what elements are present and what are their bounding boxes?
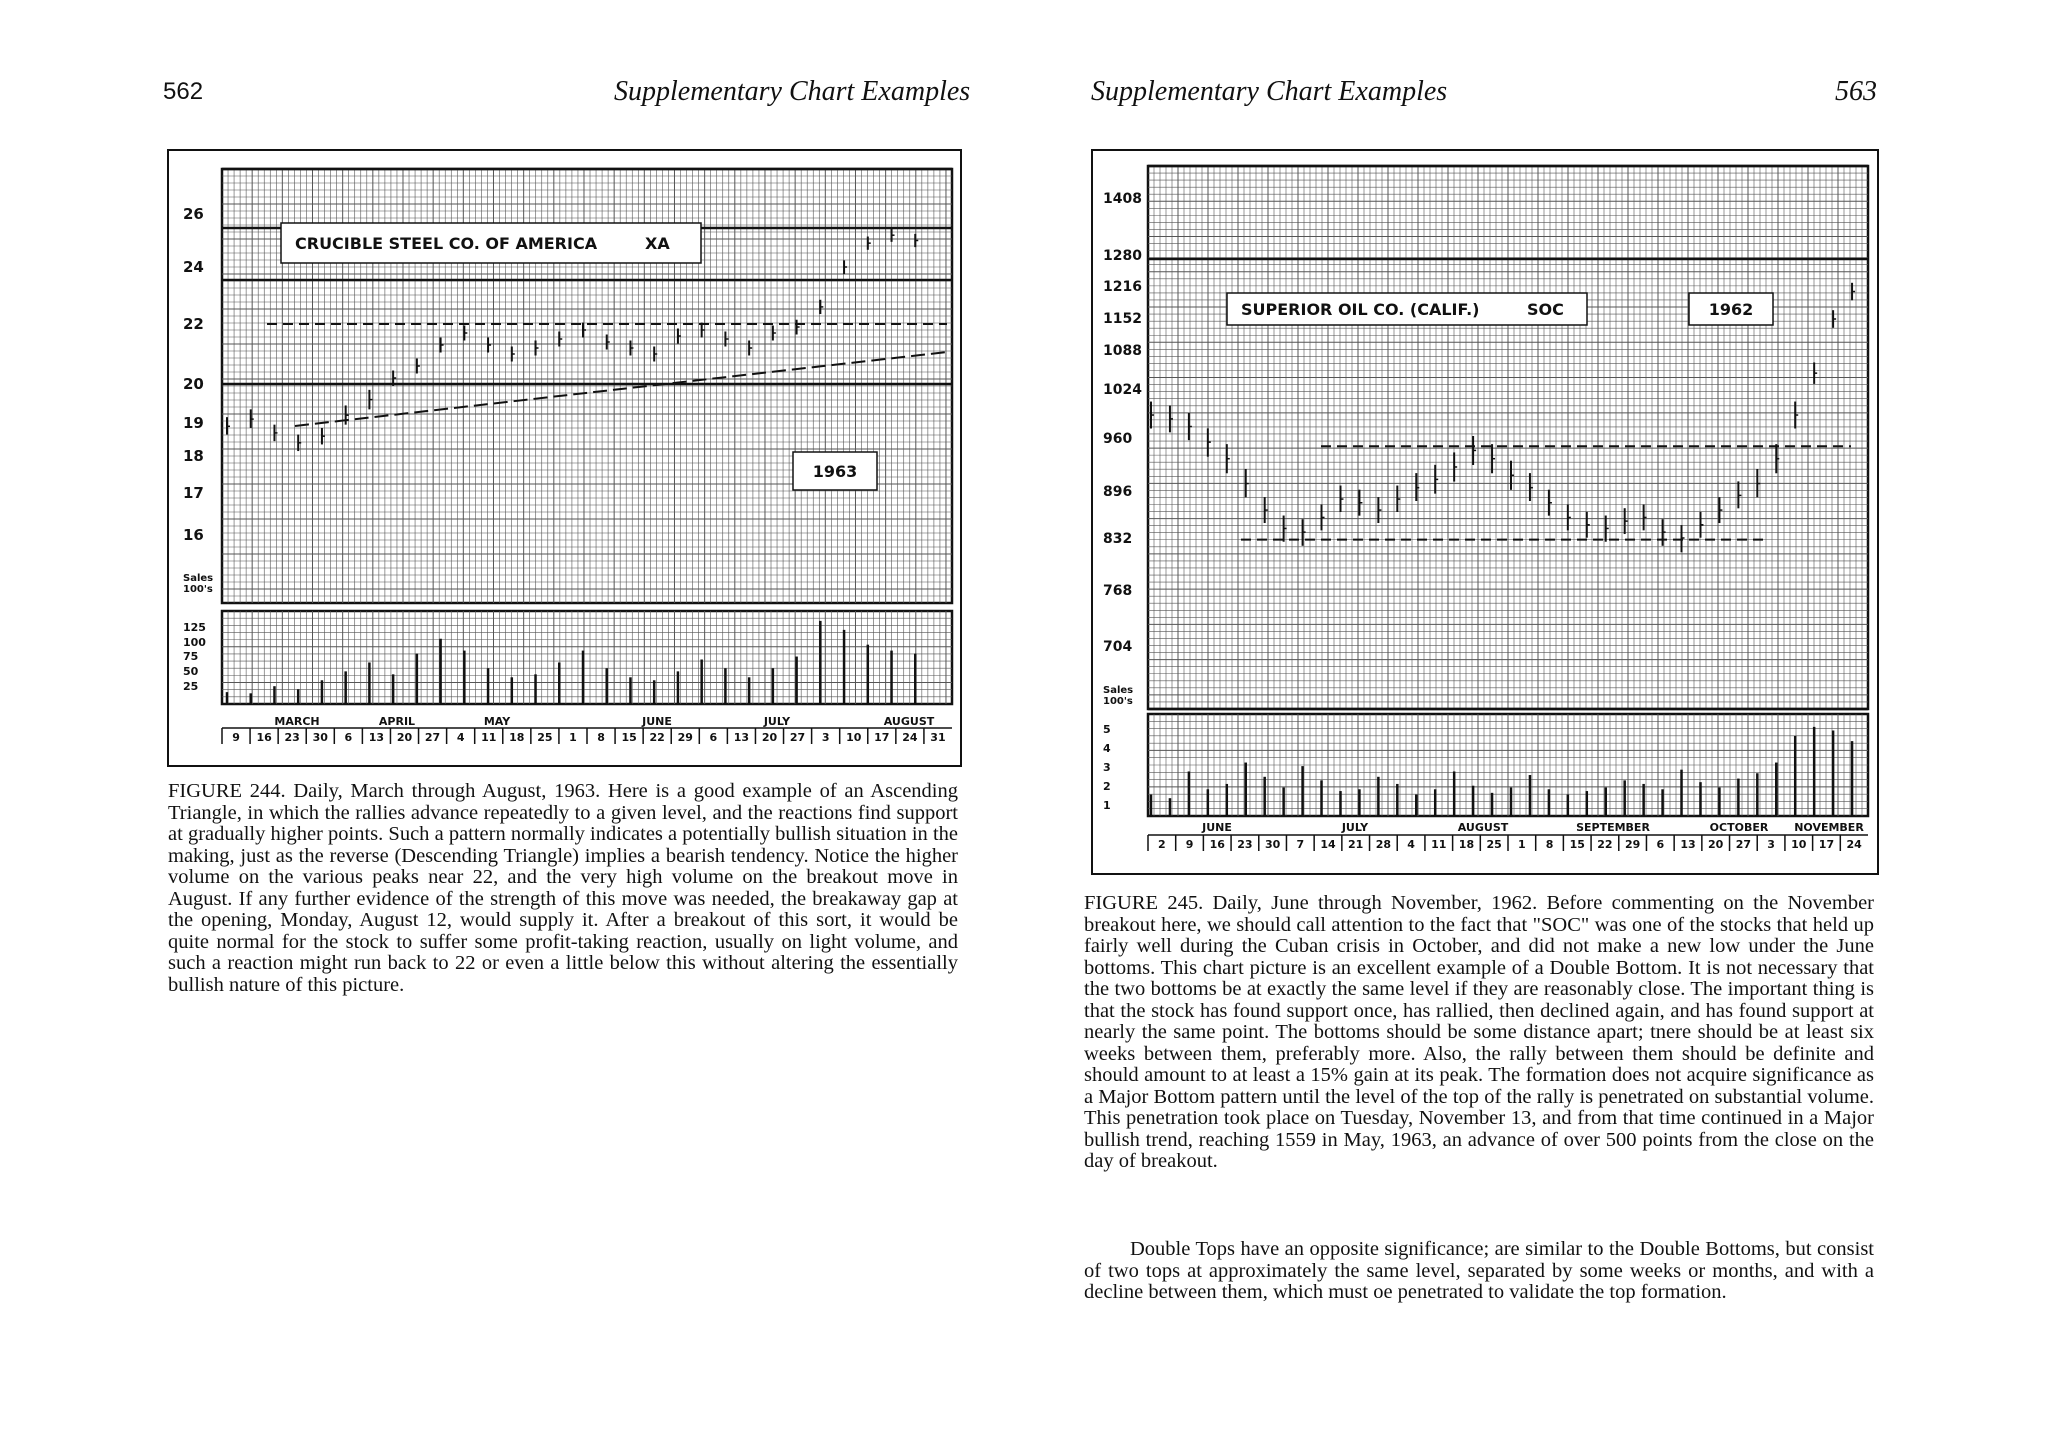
- date-label: 8: [1545, 838, 1554, 851]
- price-tick-label: 26: [183, 205, 204, 223]
- volume-tick-label: 5: [1103, 723, 1111, 736]
- date-label: 10: [1791, 838, 1807, 851]
- month-label: JUNE: [1202, 821, 1232, 834]
- price-tick-label: 17: [183, 484, 204, 502]
- month-label: MAY: [483, 715, 511, 728]
- month-label: AUGUST: [883, 715, 935, 728]
- price-tick-label: 16: [183, 526, 204, 544]
- date-label: 6: [344, 731, 353, 744]
- date-label: 24: [902, 731, 918, 744]
- price-tick-label: 22: [183, 315, 204, 333]
- volume-tick-label: 75: [183, 650, 199, 663]
- date-label: 13: [733, 731, 750, 744]
- date-label: 20: [396, 731, 413, 744]
- date-label: 31: [930, 731, 946, 744]
- month-label: JULY: [1341, 821, 1369, 834]
- date-label: 29: [1624, 838, 1641, 851]
- date-label: 9: [1185, 838, 1194, 851]
- price-tick-label: 20: [183, 375, 204, 393]
- volume-grid: [222, 611, 952, 704]
- date-label: 30: [1264, 838, 1281, 851]
- page-number-right: 563: [1835, 76, 1877, 107]
- price-tick-label: 1024: [1103, 382, 1142, 398]
- price-tick-label: 768: [1103, 583, 1133, 599]
- company-name: SUPERIOR OIL CO. (CALIF.): [1241, 300, 1480, 319]
- date-label: 17: [874, 731, 890, 744]
- date-label: 11: [1431, 838, 1447, 851]
- price-tick-label: 1408: [1103, 191, 1142, 207]
- date-label: 25: [1486, 838, 1502, 851]
- volume-tick-label: 25: [183, 680, 199, 693]
- date-label: 17: [1818, 838, 1835, 851]
- price-tick-label: 1216: [1103, 279, 1142, 295]
- date-label: 16: [1209, 838, 1225, 851]
- volume-tick-label: 125: [183, 621, 206, 634]
- volume-axis-label: 100's: [1103, 696, 1133, 707]
- date-label: 13: [368, 731, 385, 744]
- date-label: 2: [1158, 838, 1166, 851]
- month-label: JUNE: [642, 715, 672, 728]
- volume-axis-label: Sales: [1103, 685, 1134, 696]
- volume-tick-label: 3: [1103, 761, 1111, 774]
- date-label: 7: [1296, 838, 1305, 851]
- ticker-symbol: SOC: [1527, 300, 1564, 319]
- ticker-symbol: XA: [645, 234, 670, 253]
- price-tick-label: 1280: [1103, 248, 1142, 264]
- month-label: JULY: [763, 715, 791, 728]
- date-label: 15: [1569, 838, 1585, 851]
- date-label: 10: [846, 731, 862, 744]
- page-number-left: 562: [163, 78, 204, 105]
- date-label: 14: [1320, 838, 1336, 851]
- date-label: 27: [424, 731, 441, 744]
- figure-245-caption: FIGURE 245. Daily, June through November, 1962. Before commenting on the November breakout here, we should call attention to the fact that "SOC" was one of the stocks that held up fairly well during the Cuban crisis in October, and did not make a new low under the June bottoms. This chart picture is an excellent example of a Double Bottom. It is not necessary that the two bottoms be at exactly the same level if they are reasonably close. The important thing is that the stock has found support once, has rallied, then declined again, and has found support at nearly the same point. The bottoms should be some distance apart; tnere should be at least six weeks between them, preferably more. Also, the rally between them should be definite and should amount to at least a 15% gain at its peak. The formation does not acquire significance as a Major Bottom pattern until the level of the top of the rally is penetrated on substantial volume. This penetration took place on Tuesday, November 13, and from that time continued in a Major bullish trend, reaching 1559 in May, 1963, an advance of over 500 points from the close on the day of breakout.: [1084, 892, 1874, 1172]
- chart-svg: [167, 149, 962, 767]
- date-label: 6: [1656, 838, 1665, 851]
- month-label: OCTOBER: [1709, 821, 1769, 834]
- volume-axis-label: 100's: [183, 584, 213, 595]
- date-label: 8: [597, 731, 605, 744]
- date-label: 1: [569, 731, 577, 744]
- date-label: 18: [1458, 838, 1475, 851]
- month-label: SEPTEMBER: [1576, 821, 1650, 834]
- month-label: NOVEMBER: [1794, 821, 1864, 834]
- year-label: 1963: [812, 462, 858, 481]
- double-tops-paragraph: Double Tops have an opposite significance; are similar to the Double Bottoms, but consist of two tops at approximately the same level, separated by some weeks or months, and with a decline between them, which must oe penetrated to validate the top formation.: [1084, 1238, 1874, 1303]
- date-label: 3: [821, 731, 830, 744]
- date-label: 30: [312, 731, 328, 744]
- price-tick-label: 1088: [1103, 343, 1142, 359]
- date-label: 4: [456, 731, 465, 744]
- date-label: 11: [481, 731, 497, 744]
- month-label: AUGUST: [1457, 821, 1509, 834]
- date-label: 3: [1767, 838, 1775, 851]
- date-label: 15: [621, 731, 637, 744]
- volume-tick-label: 4: [1103, 742, 1111, 755]
- volume-tick-label: 2: [1103, 780, 1111, 793]
- date-label: 20: [761, 731, 778, 744]
- date-label: 23: [1237, 838, 1253, 851]
- date-label: 18: [509, 731, 525, 744]
- date-label: 20: [1708, 838, 1724, 851]
- date-label: 24: [1846, 838, 1862, 851]
- price-tick-label: 24: [183, 258, 204, 276]
- price-tick-label: 18: [183, 447, 204, 465]
- month-label: MARCH: [274, 715, 320, 728]
- date-label: 4: [1407, 838, 1415, 851]
- date-label: 16: [256, 731, 272, 744]
- volume-tick-label: 100: [183, 636, 206, 649]
- volume-axis-label: Sales: [183, 573, 214, 584]
- price-tick-label: 704: [1103, 639, 1133, 655]
- date-label: 23: [284, 731, 300, 744]
- running-head-left: Supplementary Chart Examples: [614, 76, 971, 107]
- price-tick-label: 1152: [1103, 311, 1142, 327]
- volume-tick-label: 1: [1103, 799, 1111, 812]
- date-label: 27: [789, 731, 806, 744]
- running-head-right: Supplementary Chart Examples: [1091, 76, 1448, 107]
- company-name: CRUCIBLE STEEL CO. OF AMERICA: [295, 234, 598, 253]
- date-label: 27: [1735, 838, 1752, 851]
- date-label: 22: [649, 731, 665, 744]
- price-tick-label: 19: [183, 414, 204, 432]
- chart-figure-245: [1091, 149, 1879, 875]
- year-label: 1962: [1708, 300, 1754, 319]
- date-label: 25: [537, 731, 553, 744]
- price-tick-label: 960: [1103, 431, 1133, 447]
- volume-grid: [1148, 714, 1868, 816]
- volume-tick-label: 50: [183, 665, 199, 678]
- date-label: 1: [1518, 838, 1526, 851]
- price-tick-label: 896: [1103, 484, 1133, 500]
- date-label: 22: [1597, 838, 1613, 851]
- date-label: 29: [677, 731, 693, 744]
- date-label: 6: [709, 731, 718, 744]
- date-label: 21: [1348, 838, 1364, 851]
- chart-svg: [1091, 149, 1879, 875]
- month-label: APRIL: [378, 715, 416, 728]
- price-grid: [1148, 166, 1868, 709]
- chart-figure-244: [167, 149, 962, 767]
- date-label: 9: [232, 731, 240, 744]
- date-label: 13: [1680, 838, 1696, 851]
- date-label: 28: [1375, 838, 1392, 851]
- figure-244-caption: FIGURE 244. Daily, March through August, 1963. Here is a good example of an Ascending Triangle, in which the rallies advance repeatedly to a given level, and the reactions find support at gradually higher points. Such a pattern normally indicates a potentially bullish situation in the making, just as the reverse (Descending Triangle) implies a bearish tendency. Notice the higher volume on the various peaks near 22, and the very high volume on the breakout move in August. If any further evidence of the strength of this move was needed, the breakaway gap at the opening, Monday, August 12, would supply it. After a breakout of this sort, it would be quite normal for the stock to suffer some profit-taking reaction, usually on light volume, and such a reaction might run back to 22 or even a little below this without altering the essentially bullish nature of this picture.: [168, 780, 958, 996]
- price-tick-label: 832: [1103, 531, 1133, 547]
